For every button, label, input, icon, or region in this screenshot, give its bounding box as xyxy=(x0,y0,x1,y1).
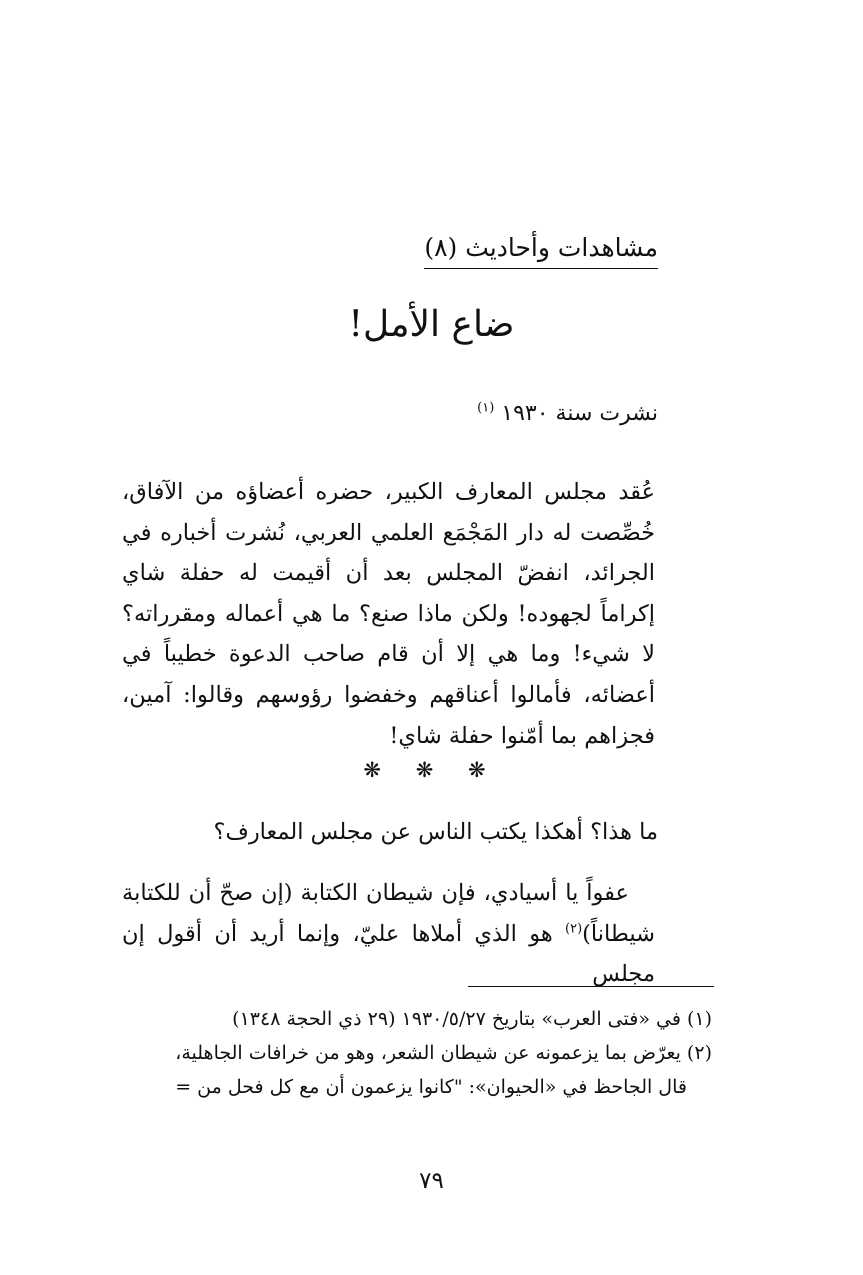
publication-note xyxy=(477,398,658,430)
footnote-2-continuation: قال الجاحظ في «الحيوان»: "كانوا يزعمون أن مع كل فحل من = xyxy=(175,1076,687,1098)
series-title: مشاهدات وأحاديث (٨) xyxy=(424,230,658,269)
article-title: ضاع الأمل! xyxy=(348,304,515,345)
page-number: ٧٩ xyxy=(419,1168,444,1194)
body-paragraph-1: عُقد مجلس المعارف الكبير، حضره أعضاؤه من الآفاق، خُصِّصت له دار المَجْمَع العلمي العربي، نُشرت أخباره في الجرائد، انفضّ المجلس بعد أن أقيمت له حفلة شاي إكراماً لجهوده! ولكن ماذا صنع؟ ما هي أعماله ومقرراته؟ لا شيء! وما هي إلا أن قام صاحب الدعوة خطيباً في أعضائه، فأمالوا أعناقهم وخفضوا رؤوسهم وقالوا: آمين، فجزاهم بما أمّنوا حفلة شاي! xyxy=(122,479,655,749)
question-line: ما هذا؟ أهكذا يكتب الناس عن مجلس المعارف؟ xyxy=(213,819,658,845)
publication-note-text: نشرت سنة ١٩٣٠ xyxy=(501,401,658,426)
paragraph-2-text-end: هو الذي أملاها عليّ، وإنما أريد أن أقول إن مجلس xyxy=(122,920,655,988)
footnote-marker-1: (١) xyxy=(477,400,495,416)
section-separator: ❋ ❋ ❋ xyxy=(363,758,500,782)
body-paragraph-2 xyxy=(122,873,655,995)
footnote-separator-rule xyxy=(468,986,714,987)
footnote-marker-2: (٢) xyxy=(565,921,583,937)
footnotes xyxy=(122,1003,712,1105)
footnote-2: (٢) يعرّض بما يزعمونه عن شيطان الشعر، وهو من خرافات الجاهلية، xyxy=(175,1042,712,1064)
paragraph-2-text-start: عفواً يا أسيادي، فإن شيطان الكتابة (إن صحّ أن للكتابة شيطاناً) xyxy=(122,880,655,947)
footnote-1: (١) في «فتى العرب» بتاريخ ١٩٣٠/٥/٢٧ (٢٩ ذي الحجة ١٣٤٨) xyxy=(232,1008,712,1030)
